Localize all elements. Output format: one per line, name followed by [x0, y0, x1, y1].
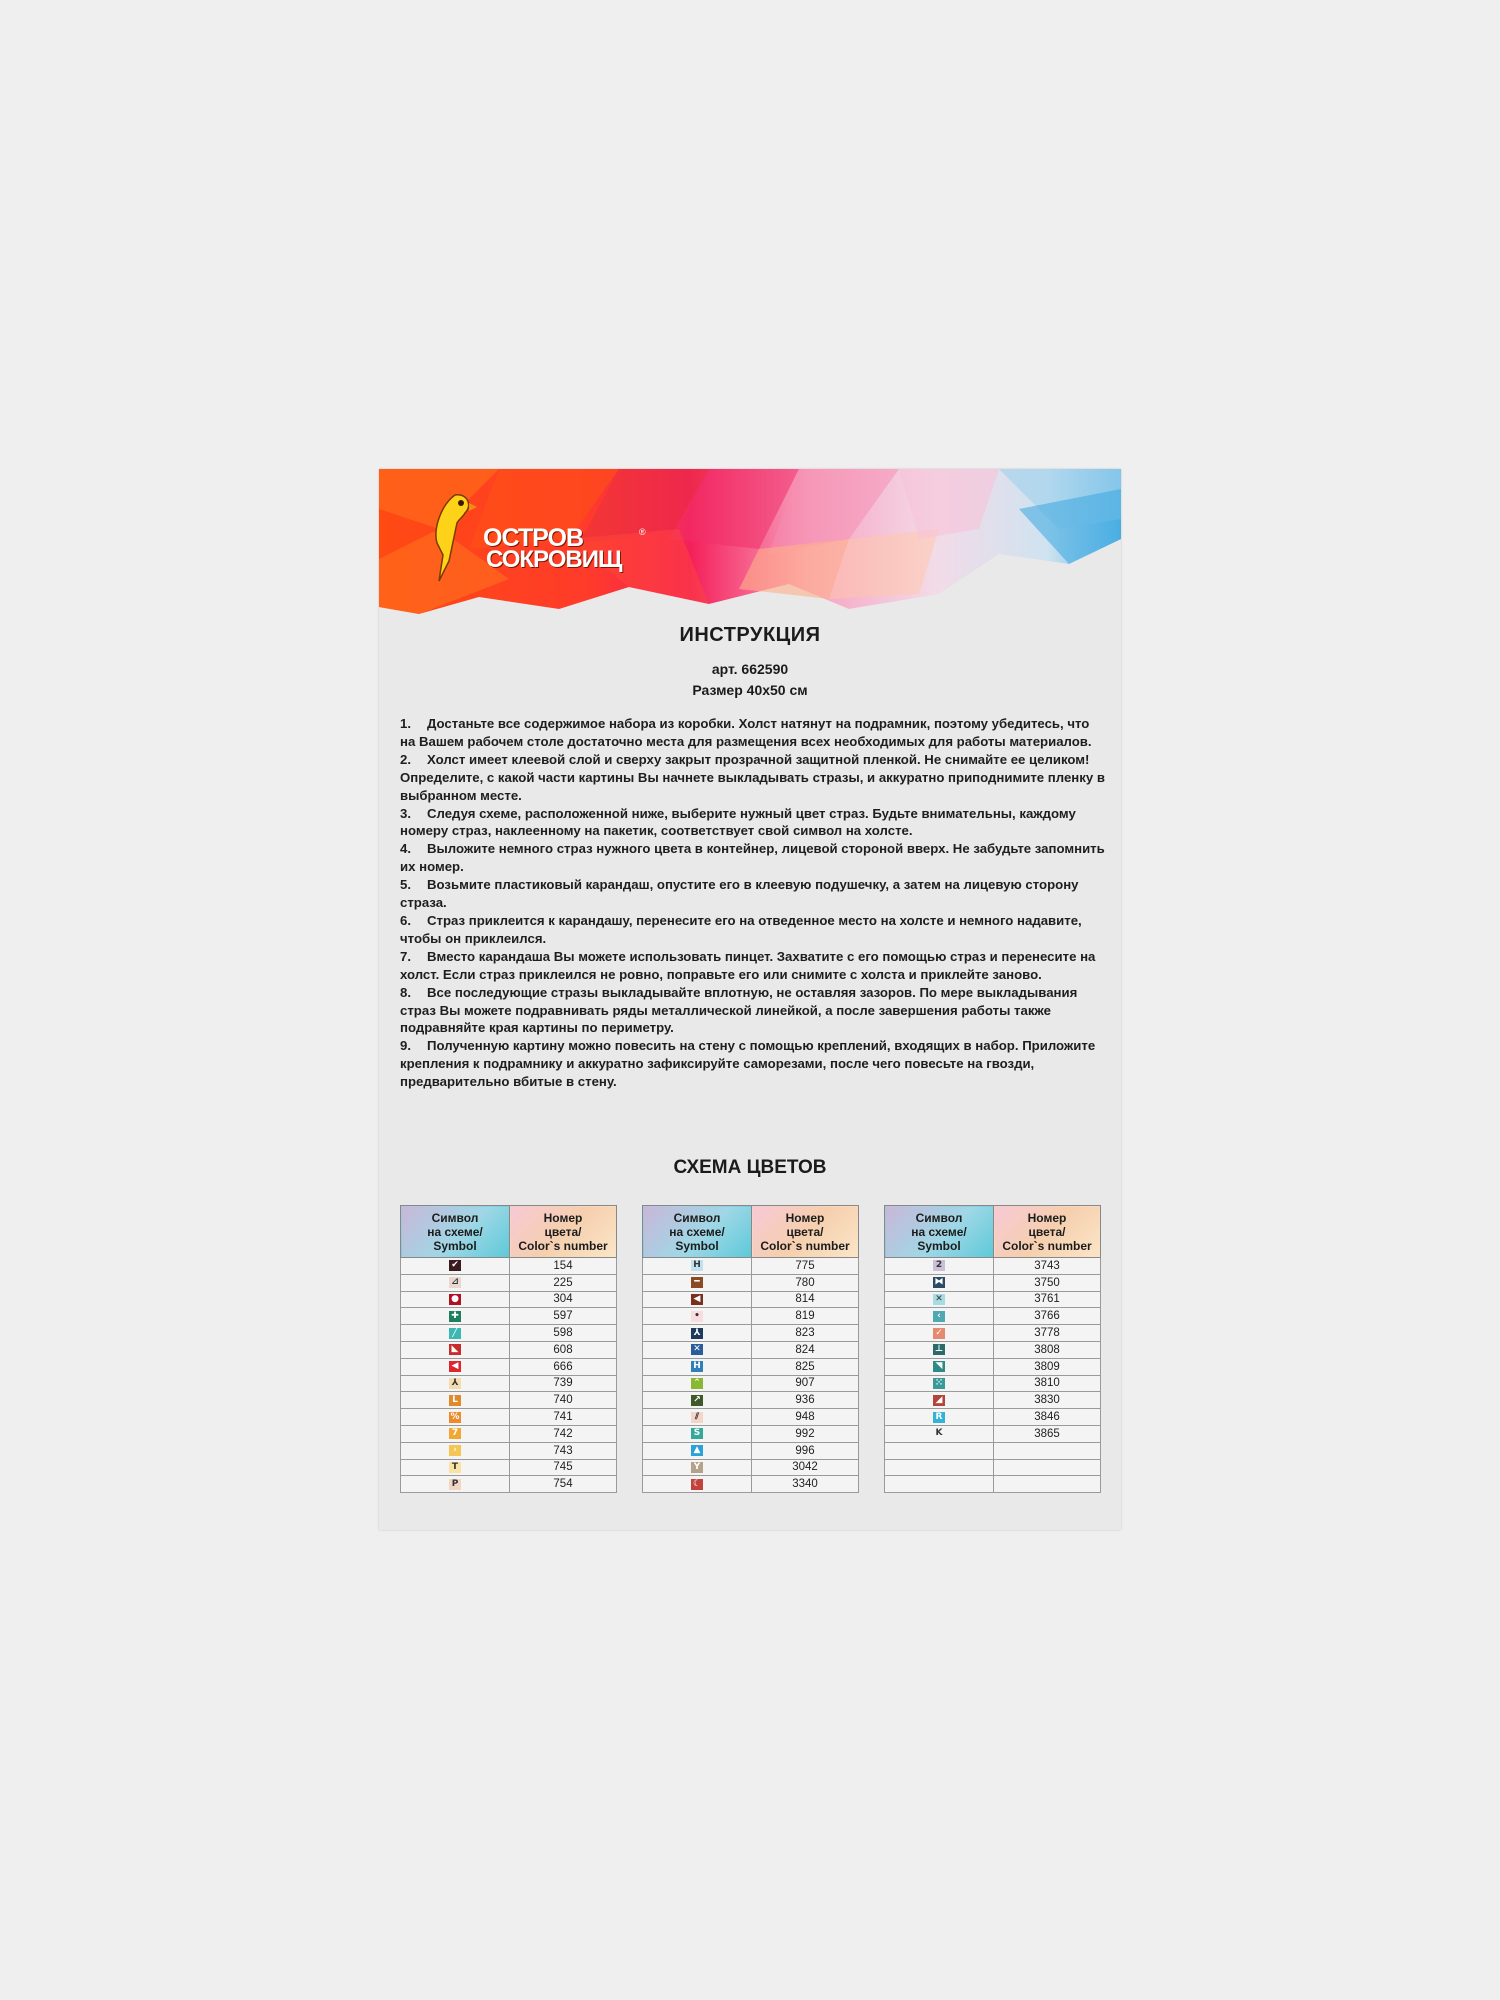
logo-line2: СОКРОВИЩ — [486, 546, 622, 573]
symbol-cell — [643, 1308, 752, 1325]
number-column-header — [752, 1206, 859, 1258]
color-number-cell: 739 — [510, 1375, 617, 1392]
symbol-cell — [885, 1258, 994, 1275]
symbol-cell — [643, 1325, 752, 1342]
header-line: Color`s number — [518, 1238, 608, 1253]
symbol-cell — [885, 1476, 994, 1493]
symbol-cell — [643, 1442, 752, 1459]
color-number-cell: 3778 — [994, 1325, 1101, 1342]
symbol-cell — [885, 1409, 994, 1426]
header-line: Символ — [673, 1210, 721, 1225]
symbol-column-header — [643, 1206, 752, 1258]
header-line: цвета/ — [1028, 1224, 1066, 1239]
color-number-cell: 742 — [510, 1425, 617, 1442]
symbol-cell — [401, 1341, 510, 1358]
symbol-cell — [401, 1274, 510, 1291]
color-number-cell: 3743 — [994, 1258, 1101, 1275]
color-number-cell: 740 — [510, 1392, 617, 1409]
symbol-swatch-icon: ━ — [691, 1277, 703, 1288]
color-number-cell: 823 — [752, 1325, 859, 1342]
table-row — [885, 1442, 1101, 1459]
symbol-cell — [643, 1459, 752, 1476]
header-line: Номер — [785, 1210, 825, 1225]
instruction-step — [400, 751, 1108, 805]
table-row — [401, 1325, 617, 1342]
color-number-cell: 825 — [752, 1358, 859, 1375]
canvas-size: Размер 40х50 см — [692, 682, 808, 698]
registered-mark: ® — [639, 527, 646, 537]
logo-line1: ОСТРОВ — [483, 524, 583, 552]
symbol-swatch-icon: ⊥ — [934, 1344, 944, 1355]
color-scheme-title: СХЕМА ЦВЕТОВ — [673, 1157, 827, 1178]
symbol-cell — [643, 1425, 752, 1442]
table-row — [401, 1358, 617, 1375]
symbol-swatch-icon: ◢ — [933, 1395, 945, 1406]
symbol-cell — [643, 1258, 752, 1275]
parrot-icon — [419, 483, 479, 583]
symbol-cell — [401, 1476, 510, 1493]
symbol-swatch-icon: 7 — [449, 1428, 461, 1439]
color-number-cell: 824 — [752, 1341, 859, 1358]
symbol-cell — [643, 1274, 752, 1291]
symbol-cell — [401, 1258, 510, 1275]
symbol-swatch-icon: ✓ — [933, 1328, 945, 1339]
table-row — [401, 1476, 617, 1493]
number-column-header — [510, 1206, 617, 1258]
symbol-cell — [885, 1459, 994, 1476]
color-number-cell: 3809 — [994, 1358, 1101, 1375]
symbol-swatch-icon: S — [691, 1428, 703, 1439]
table-row — [643, 1375, 859, 1392]
symbol-swatch-icon: H — [691, 1361, 703, 1372]
table-row — [643, 1274, 859, 1291]
instruction-step — [400, 984, 1108, 1038]
header-line: Color`s number — [1002, 1238, 1092, 1253]
symbol-cell — [885, 1274, 994, 1291]
step-text: Возьмите пластиковый карандаш, опустите его в клеевую подушечку, а затем на лицевую сторону страза. — [400, 877, 1079, 911]
symbol-swatch-icon: ▲ — [691, 1445, 703, 1456]
color-number-cell: 3766 — [994, 1308, 1101, 1325]
instruction-sheet — [379, 469, 1121, 1530]
header-line: Symbol — [917, 1238, 961, 1253]
color-number-cell — [994, 1442, 1101, 1459]
number-column-header — [994, 1206, 1101, 1258]
color-number-cell: 819 — [752, 1308, 859, 1325]
symbol-swatch-icon: Y — [691, 1462, 703, 1473]
header-line: Номер — [543, 1210, 583, 1225]
symbol-swatch-icon: ⫽ — [691, 1412, 703, 1423]
table-row — [885, 1291, 1101, 1308]
table-row — [885, 1341, 1101, 1358]
symbol-swatch-icon: ✕ — [933, 1294, 945, 1305]
table-row — [401, 1425, 617, 1442]
step-text: Все последующие стразы выкладывайте вплотную, не оставляя зазоров. По мере выкладывания страз Вы можете подравнивать ряды металлической линейкой, а после завершения работы также подравняйте края картины по периметру. — [400, 984, 1078, 1036]
color-number-cell: 936 — [752, 1392, 859, 1409]
color-number-cell: 814 — [752, 1291, 859, 1308]
color-number-cell: 3042 — [752, 1459, 859, 1476]
symbol-swatch-icon: T — [449, 1462, 461, 1473]
brand-logo — [419, 483, 646, 583]
color-table-2 — [642, 1205, 859, 1493]
symbol-cell — [885, 1442, 994, 1459]
color-number-cell: 3830 — [994, 1392, 1101, 1409]
symbol-cell — [401, 1392, 510, 1409]
symbol-swatch-icon: ✔ — [449, 1260, 461, 1271]
step-text: Страз приклеится к карандашу, перенесите его на отведенное место на холсте и немного надавите, чтобы он приклеился. — [400, 912, 1082, 946]
table-row — [401, 1308, 617, 1325]
symbol-cell — [885, 1325, 994, 1342]
instruction-step — [400, 912, 1108, 948]
symbol-swatch-icon: ‹ — [933, 1311, 945, 1322]
instruction-steps — [400, 715, 1108, 1091]
symbol-swatch-icon: ⅄ — [691, 1328, 703, 1339]
color-table-1 — [400, 1205, 617, 1493]
instruction-step — [400, 715, 1108, 751]
color-number-cell: 907 — [752, 1375, 859, 1392]
step-text: Достаньте все содержимое набора из коробки. Холст натянут на подрамник, поэтому убедитесь, что на Вашем рабочем столе достаточно места для размещения всех необходимых для работы материалов. — [400, 716, 1092, 749]
table-row — [401, 1442, 617, 1459]
symbol-swatch-icon: • — [691, 1311, 703, 1322]
table-row — [643, 1459, 859, 1476]
symbol-swatch-icon: ✚ — [449, 1311, 461, 1322]
color-number-cell: 3846 — [994, 1409, 1101, 1426]
table-row — [643, 1425, 859, 1442]
step-number: 4. — [400, 841, 411, 857]
table-row — [643, 1308, 859, 1325]
symbol-cell — [401, 1308, 510, 1325]
page-title: ИНСТРУКЦИЯ — [679, 624, 821, 646]
step-number: 2. — [400, 751, 411, 767]
table-row — [885, 1375, 1101, 1392]
symbol-swatch-icon: ☾ — [692, 1478, 702, 1489]
symbol-cell — [643, 1291, 752, 1308]
color-number-cell: 3808 — [994, 1341, 1101, 1358]
article-number: арт. 662590 — [711, 661, 789, 677]
table-row — [643, 1392, 859, 1409]
table-row — [885, 1325, 1101, 1342]
symbol-swatch-icon: ◣ — [449, 1344, 461, 1355]
symbol-swatch-icon: ◥ — [933, 1361, 945, 1372]
header-line: Символ — [915, 1210, 963, 1225]
symbol-cell — [643, 1358, 752, 1375]
table-row — [643, 1341, 859, 1358]
symbol-swatch-icon: ✕ — [691, 1344, 703, 1355]
table-row — [643, 1258, 859, 1275]
symbol-swatch-icon: ↗ — [691, 1395, 703, 1406]
table-row — [643, 1409, 859, 1426]
table-row — [401, 1291, 617, 1308]
step-text: Холст имеет клеевой слой и сверху закрыт прозрачной защитной пленкой. Не снимайте ее целиком! Определите, с какой части картины Вы начнете выкладывать стразы, и аккуратно приподнимите пленку в выбранном месте. — [400, 751, 1105, 803]
symbol-cell — [643, 1375, 752, 1392]
symbol-cell — [401, 1459, 510, 1476]
table-row — [401, 1409, 617, 1426]
symbol-cell — [643, 1341, 752, 1358]
step-number: 3. — [400, 805, 411, 821]
header-line: цвета/ — [786, 1224, 824, 1239]
table-row — [885, 1392, 1101, 1409]
table-row — [885, 1308, 1101, 1325]
symbol-swatch-icon: ● — [449, 1294, 461, 1305]
header-line: на схеме/ — [669, 1224, 725, 1239]
symbol-cell — [401, 1442, 510, 1459]
table-row — [885, 1425, 1101, 1442]
table-row — [885, 1274, 1101, 1291]
header-line: Symbol — [433, 1238, 477, 1253]
table-row — [401, 1375, 617, 1392]
table-row — [885, 1409, 1101, 1426]
header-line: Символ — [431, 1210, 479, 1225]
symbol-cell — [885, 1291, 994, 1308]
symbol-swatch-icon: % — [450, 1411, 460, 1422]
symbol-swatch-icon: P — [449, 1479, 461, 1490]
symbol-cell — [401, 1375, 510, 1392]
symbol-cell — [401, 1291, 510, 1308]
symbol-swatch-icon: ◀ — [449, 1361, 461, 1372]
header-line: Номер — [1027, 1210, 1067, 1225]
color-number-cell: 948 — [752, 1409, 859, 1426]
header-line: на схеме/ — [427, 1224, 483, 1239]
symbol-swatch-icon: ⅄ — [449, 1378, 461, 1389]
step-number: 9. — [400, 1038, 411, 1054]
symbol-cell — [401, 1358, 510, 1375]
symbol-swatch-icon: ╱ — [449, 1328, 461, 1339]
color-number-cell: 225 — [510, 1274, 617, 1291]
table-row — [643, 1442, 859, 1459]
symbol-cell — [643, 1409, 752, 1426]
color-table-3 — [884, 1205, 1101, 1493]
instruction-step — [400, 805, 1108, 841]
table-row — [401, 1258, 617, 1275]
color-number-cell: 597 — [510, 1308, 617, 1325]
step-text: Вместо карандаша Вы можете использовать пинцет. Захватите с его помощью страз и перенесите на холст. Если страз приклеился не ровно, поправьте его или снимите с холста и приклейте заново. — [400, 948, 1096, 982]
color-number-cell: 3810 — [994, 1375, 1101, 1392]
color-number-cell: 745 — [510, 1459, 617, 1476]
symbol-cell — [643, 1476, 752, 1493]
step-number: 5. — [400, 877, 411, 893]
symbol-cell — [885, 1375, 994, 1392]
step-number: 1. — [400, 716, 411, 731]
symbol-cell — [885, 1425, 994, 1442]
table-row — [885, 1358, 1101, 1375]
instruction-step — [400, 948, 1108, 984]
header-line: цвета/ — [544, 1224, 582, 1239]
color-number-cell: 775 — [752, 1258, 859, 1275]
step-text: Выложите немного страз нужного цвета в контейнер, лицевой стороной вверх. Не забудьте запомнить их номер. — [400, 841, 1105, 875]
step-text: Следуя схеме, расположенной ниже, выберите нужный цвет страз. Будьте внимательны, каждому номеру страз, наклеенному на пакетик, соответствует свой символ на холсте. — [400, 805, 1076, 839]
symbol-swatch-icon: L — [449, 1395, 461, 1406]
color-number-cell: 3340 — [752, 1476, 859, 1493]
color-number-cell: 741 — [510, 1409, 617, 1426]
symbol-cell — [401, 1409, 510, 1426]
table-row — [643, 1476, 859, 1493]
header-line: Symbol — [675, 1238, 719, 1253]
symbol-cell — [885, 1392, 994, 1409]
step-number: 6. — [400, 912, 411, 928]
color-number-cell: 304 — [510, 1291, 617, 1308]
color-number-cell: 3865 — [994, 1425, 1101, 1442]
color-number-cell: 154 — [510, 1258, 617, 1275]
symbol-cell — [885, 1308, 994, 1325]
table-row — [643, 1291, 859, 1308]
table-row — [401, 1459, 617, 1476]
symbol-swatch-icon: ⁙ — [933, 1378, 945, 1389]
color-number-cell: 996 — [752, 1442, 859, 1459]
color-number-cell: 743 — [510, 1442, 617, 1459]
color-number-cell: 598 — [510, 1325, 617, 1342]
table-row — [401, 1392, 617, 1409]
color-number-cell — [994, 1476, 1101, 1493]
color-number-cell: 992 — [752, 1425, 859, 1442]
color-number-cell: 3761 — [994, 1291, 1101, 1308]
symbol-cell — [885, 1358, 994, 1375]
table-row — [885, 1459, 1101, 1476]
color-number-cell — [994, 1459, 1101, 1476]
symbol-swatch-icon: ⊿ — [449, 1277, 461, 1288]
symbol-cell — [643, 1392, 752, 1409]
instruction-step — [400, 876, 1108, 912]
table-row — [885, 1476, 1101, 1493]
instruction-step — [400, 840, 1108, 876]
symbol-swatch-icon: 2 — [933, 1260, 945, 1271]
symbol-swatch-icon: ⌃ — [691, 1378, 703, 1389]
step-number: 8. — [400, 984, 411, 1000]
table-row — [401, 1274, 617, 1291]
symbol-cell — [401, 1425, 510, 1442]
instruction-step — [400, 1037, 1108, 1091]
table-row — [643, 1358, 859, 1375]
symbol-cell — [885, 1341, 994, 1358]
symbol-swatch-icon: R — [933, 1412, 945, 1423]
symbol-swatch-icon: K — [933, 1428, 945, 1439]
symbol-swatch-icon: ◀ — [691, 1294, 703, 1305]
symbol-column-header — [885, 1206, 994, 1258]
header-line: на схеме/ — [911, 1224, 967, 1239]
table-row — [643, 1325, 859, 1342]
color-number-cell: 754 — [510, 1476, 617, 1493]
table-row — [885, 1258, 1101, 1275]
symbol-column-header — [401, 1206, 510, 1258]
color-number-cell: 666 — [510, 1358, 617, 1375]
symbol-swatch-icon: ⧓ — [934, 1277, 944, 1288]
symbol-swatch-icon: H — [691, 1260, 703, 1271]
color-number-cell: 780 — [752, 1274, 859, 1291]
symbol-swatch-icon: › — [449, 1445, 461, 1456]
table-row — [401, 1341, 617, 1358]
color-number-cell: 3750 — [994, 1274, 1101, 1291]
color-number-cell: 608 — [510, 1341, 617, 1358]
header-line: Color`s number — [760, 1238, 850, 1253]
step-text: Полученную картину можно повесить на стену с помощью креплений, входящих в набор. Приложите крепления к подрамнику и аккуратно зафиксируйте саморезами, после чего повесьте на гвозди, предварительно вбитые в стену. — [400, 1038, 1096, 1090]
step-number: 7. — [400, 948, 411, 964]
symbol-cell — [401, 1325, 510, 1342]
